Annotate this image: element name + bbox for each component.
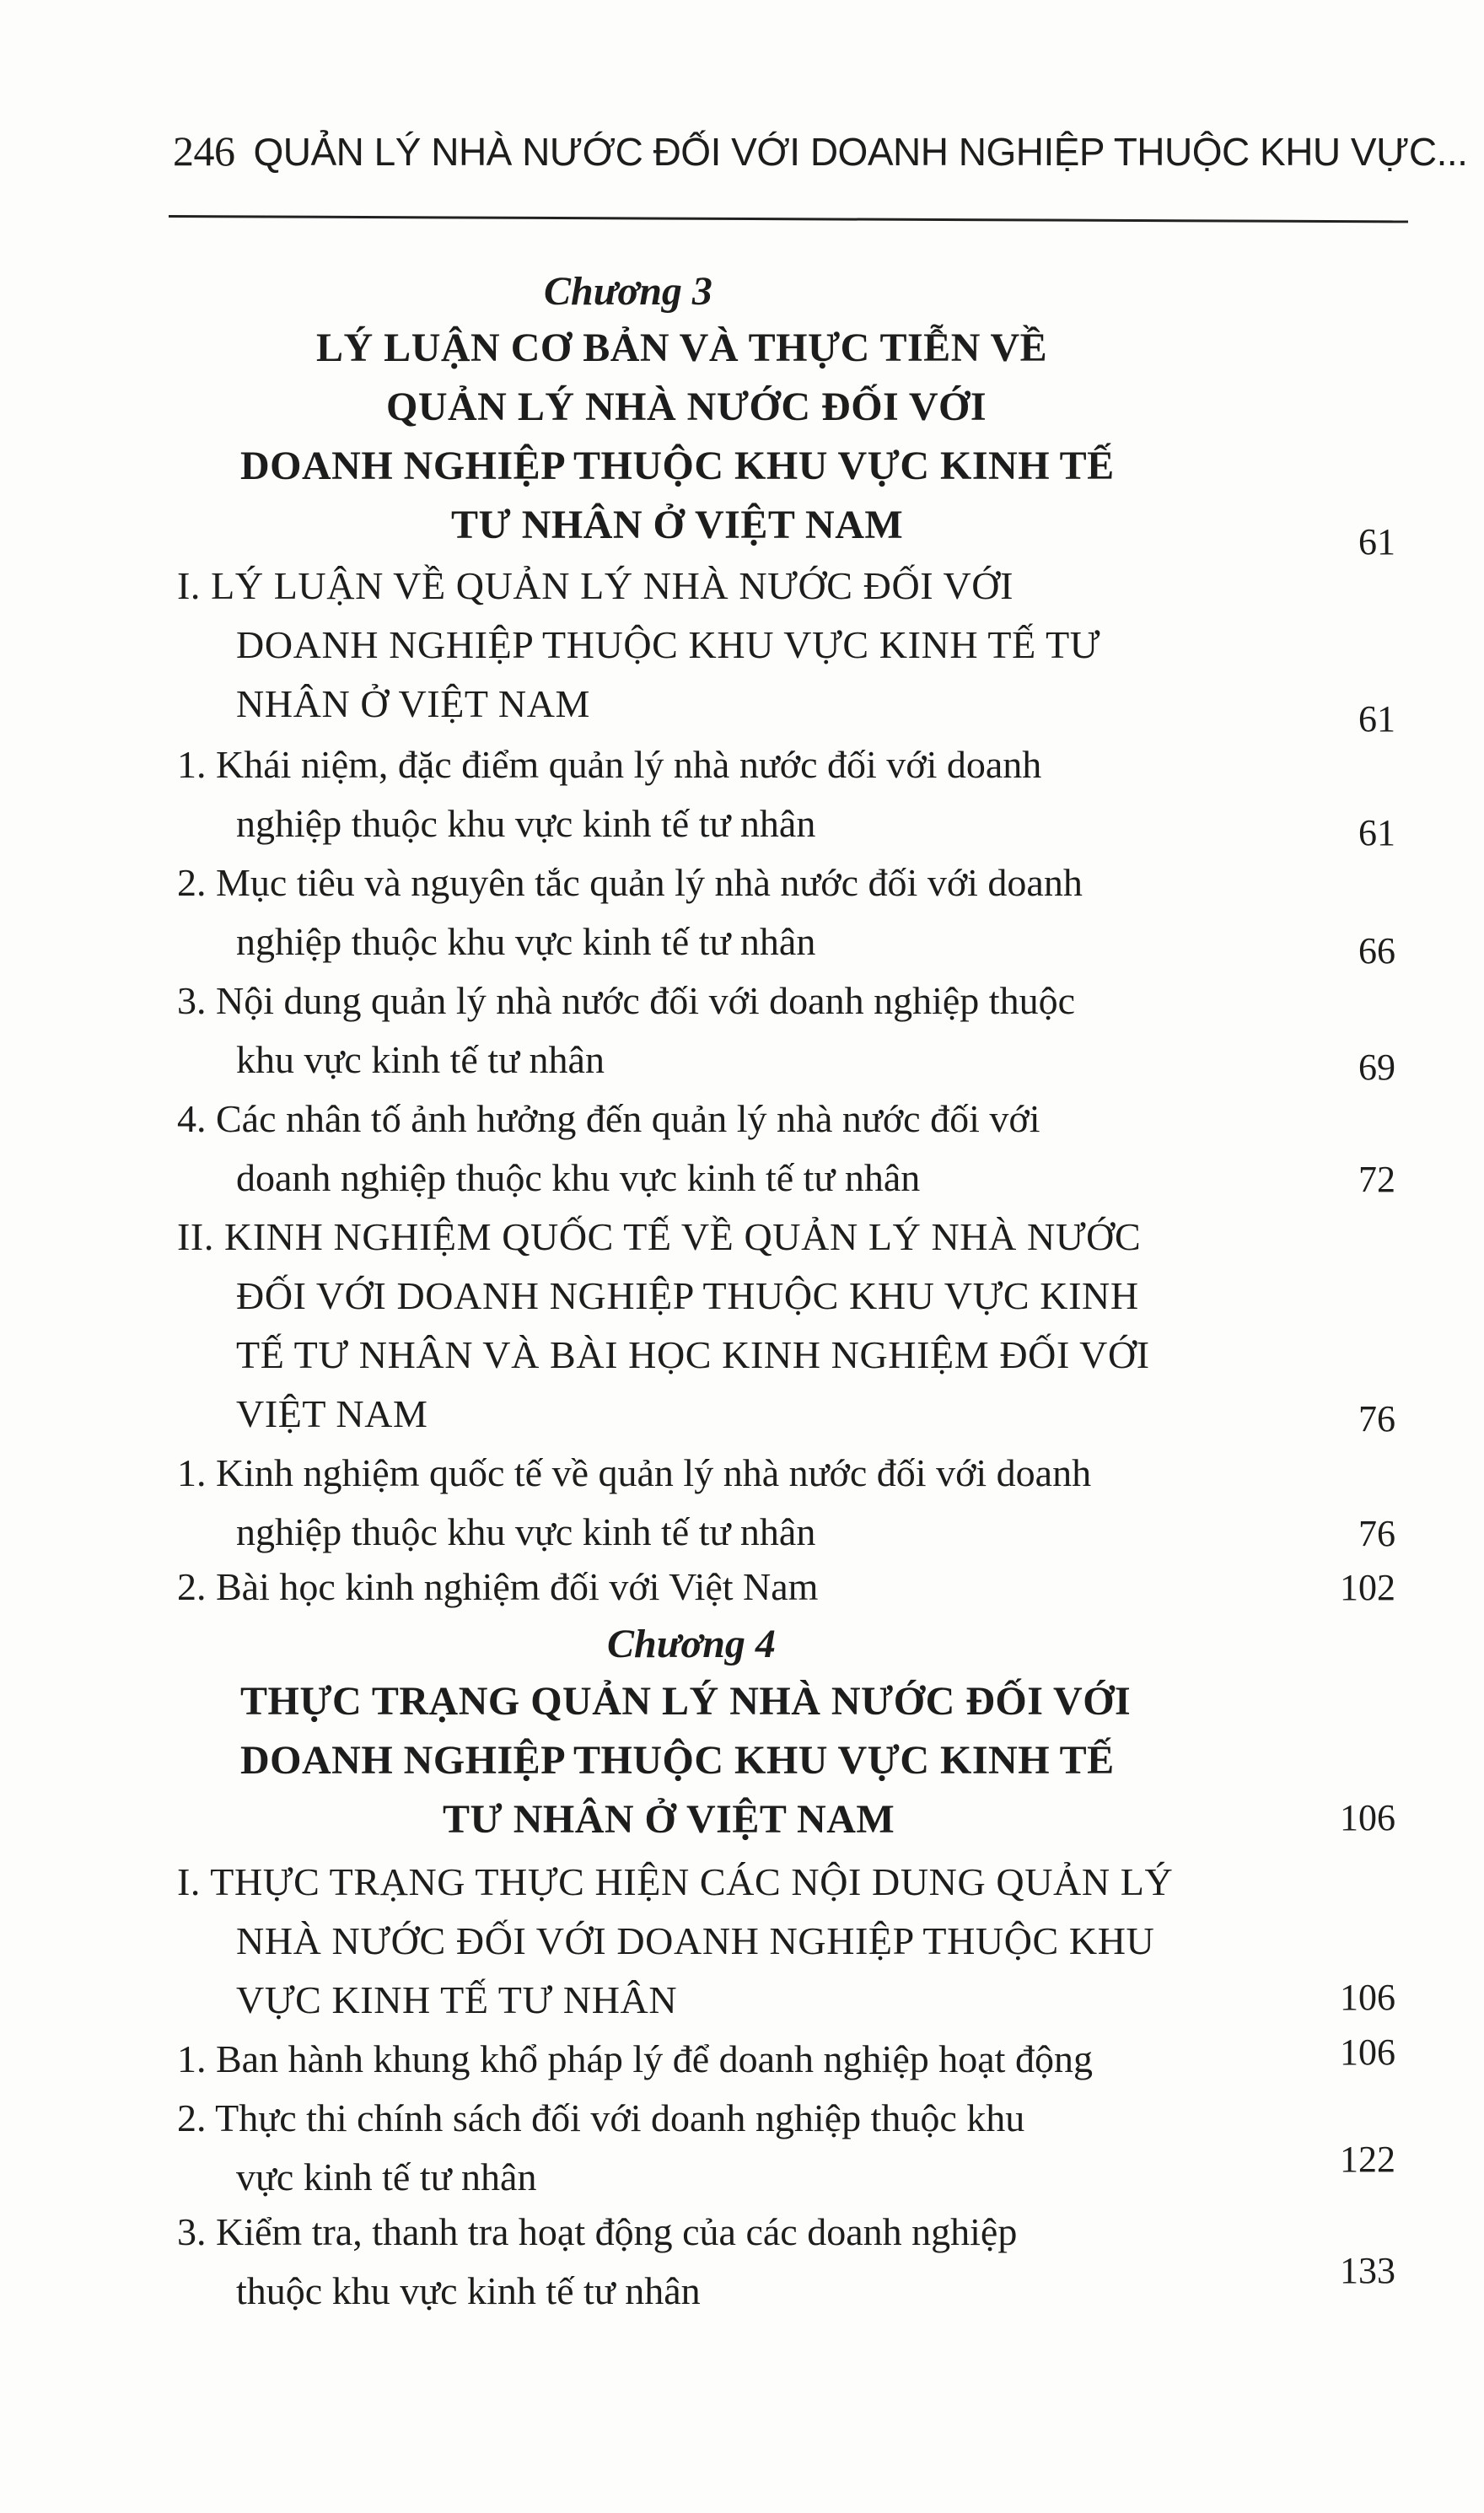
page-ref: 76 bbox=[1358, 1398, 1395, 1439]
section-heading-line: DOANH NGHIỆP THUỘC KHU VỰC KINH TẾ TƯ bbox=[236, 623, 1101, 666]
page-ref: 106 bbox=[1340, 1797, 1395, 1838]
chapter-3-title-line: LÝ LUẬN CƠ BẢN VÀ THỰC TIỄN VỀ bbox=[316, 326, 1048, 370]
chapter-3-title-line: TƯ NHÂN Ở VIỆT NAM bbox=[451, 503, 904, 547]
section-heading-line: NHÂN Ở VIỆT NAM bbox=[236, 682, 591, 725]
page-ref: 122 bbox=[1340, 2139, 1395, 2180]
page-ref: 72 bbox=[1358, 1159, 1395, 1200]
chapter-3-title-line: DOANH NGHIỆP THUỘC KHU VỰC KINH TẾ bbox=[240, 444, 1115, 488]
subsection-line: 1. Ban hành khung khổ pháp lý để doanh nghiệp hoạt động bbox=[177, 2037, 1093, 2080]
page-ref: 76 bbox=[1358, 1513, 1395, 1554]
chapter-3-label: Chương 3 bbox=[544, 269, 712, 314]
header-rule bbox=[169, 215, 1408, 223]
chapter-4-label: Chương 4 bbox=[607, 1622, 776, 1666]
page-ref: 106 bbox=[1340, 1977, 1395, 2018]
subsection-line: 2. Mục tiêu và nguyên tắc quản lý nhà nước đối với doanh bbox=[177, 861, 1083, 904]
section-heading-line: II. KINH NGHIỆM QUỐC TẾ VỀ QUẢN LÝ NHÀ NƯỚC bbox=[177, 1215, 1142, 1258]
subsection-line: 2. Thực thi chính sách đối với doanh nghiệp thuộc khu bbox=[177, 2096, 1025, 2139]
page-ref: 69 bbox=[1358, 1047, 1395, 1088]
subsection-line: 2. Bài học kinh nghiệm đối với Việt Nam bbox=[177, 1565, 819, 1608]
subsection-line: nghiệp thuộc khu vực kinh tế tư nhân bbox=[236, 802, 816, 845]
section-heading-line: I. LÝ LUẬN VỀ QUẢN LÝ NHÀ NƯỚC ĐỐI VỚI bbox=[177, 564, 1014, 607]
section-heading-line: ĐỐI VỚI DOANH NGHIỆP THUỘC KHU VỰC KINH bbox=[236, 1274, 1139, 1317]
subsection-line: doanh nghiệp thuộc khu vực kinh tế tư nhân bbox=[236, 1156, 921, 1199]
subsection-line: 3. Nội dung quản lý nhà nước đối với doanh nghiệp thuộc bbox=[177, 979, 1075, 1022]
page-ref: 66 bbox=[1358, 930, 1395, 971]
page-ref: 133 bbox=[1340, 2250, 1395, 2291]
section-heading-line: VIỆT NAM bbox=[236, 1392, 428, 1435]
page-ref: 106 bbox=[1340, 2031, 1395, 2073]
header-page-number: 246 bbox=[173, 127, 235, 175]
subsection-line: 4. Các nhân tố ảnh hưởng đến quản lý nhà nước đối với bbox=[177, 1097, 1040, 1140]
subsection-line: 1. Kinh nghiệm quốc tế về quản lý nhà nước đối với doanh bbox=[177, 1451, 1092, 1494]
section-heading-line: TẾ TƯ NHÂN VÀ BÀI HỌC KINH NGHIỆM ĐỐI VỚI bbox=[236, 1333, 1150, 1376]
running-header bbox=[173, 126, 1468, 175]
subsection-line: nghiệp thuộc khu vực kinh tế tư nhân bbox=[236, 1510, 816, 1553]
subsection-line: thuộc khu vực kinh tế tư nhân bbox=[236, 2269, 701, 2312]
chapter-4-title-line: TƯ NHÂN Ở VIỆT NAM bbox=[443, 1797, 895, 1842]
page-ref: 102 bbox=[1340, 1567, 1395, 1608]
subsection-line: 1. Khái niệm, đặc điểm quản lý nhà nước đối với doanh bbox=[177, 743, 1042, 786]
subsection-line: vực kinh tế tư nhân bbox=[236, 2155, 537, 2198]
page-ref: 61 bbox=[1358, 812, 1395, 853]
chapter-4-title-line: THỰC TRẠNG QUẢN LÝ NHÀ NƯỚC ĐỐI VỚI bbox=[240, 1679, 1132, 1724]
header-running-title: QUẢN LÝ NHÀ NƯỚC ĐỐI VỚI DOANH NGHIỆP THUỘC KHU VỰC... bbox=[253, 130, 1468, 174]
subsection-line: khu vực kinh tế tư nhân bbox=[236, 1038, 605, 1081]
chapter-3-title-line: QUẢN LÝ NHÀ NƯỚC ĐỐI VỚI bbox=[386, 385, 987, 429]
chapter-4-title-line: DOANH NGHIỆP THUỘC KHU VỰC KINH TẾ bbox=[240, 1738, 1115, 1783]
section-heading-line: VỰC KINH TẾ TƯ NHÂN bbox=[236, 1978, 678, 2021]
page-ref: 61 bbox=[1358, 698, 1395, 740]
section-heading-line: NHÀ NƯỚC ĐỐI VỚI DOANH NGHIỆP THUỘC KHU bbox=[236, 1919, 1155, 1962]
page-ref: 61 bbox=[1358, 521, 1395, 562]
section-heading-line: I. THỰC TRẠNG THỰC HIỆN CÁC NỘI DUNG QUẢN LÝ bbox=[177, 1860, 1174, 1903]
subsection-line: 3. Kiểm tra, thanh tra hoạt động của các doanh nghiệp bbox=[177, 2210, 1018, 2253]
subsection-line: nghiệp thuộc khu vực kinh tế tư nhân bbox=[236, 920, 816, 963]
